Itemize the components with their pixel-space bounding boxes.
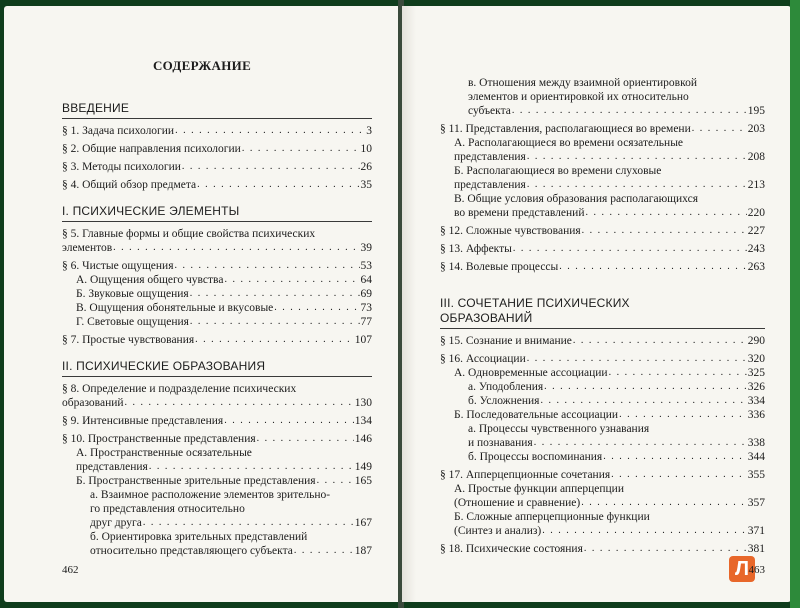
toc-entry[interactable]: § 7. Простые чувствования . . . 107 [62,333,372,347]
toc-right [440,76,765,556]
section-3-line1: III. СОЧЕТАНИЕ ПСИХИЧЕСКИХ [440,296,630,310]
toc-entry[interactable]: относительно представляющего субъекта . . . 187 [62,544,372,558]
toc-entry[interactable]: образований . . . 130 [62,396,372,410]
toc-entry-line: А. Располагающиеся во времени осязательные [454,137,684,149]
right-page [402,6,791,602]
toc-entry[interactable]: элементов . . . 39 [62,241,372,255]
toc-entry-line: б. Ориентировка зрительных представлений [90,531,308,543]
section-2: II. ПСИХИЧЕСКИЕ ОБРАЗОВАНИЯ [62,359,266,373]
toc-entry-line: в. Отношения между взаимной ориентировкой [468,77,698,89]
toc-entry[interactable]: § 10. Пространственные представления . . . 146 [62,432,372,446]
toc-entry-line: а. Процессы чувственного узнавания [468,423,650,435]
page-number: 463 [748,564,765,576]
toc-entry[interactable]: § 1. Задача психологии . . . 3 [62,124,372,138]
toc-entry[interactable]: А. Одновременные ассоциации . . . 325 [440,366,765,380]
publisher-logo-icon: Л [729,556,755,582]
toc-entry[interactable]: § 13. Аффекты . . . 243 [440,242,765,256]
toc-entry-line: Б. Располагающиеся во времени слуховые [454,165,662,177]
toc-entry[interactable]: § 9. Интенсивные представления . . . 134 [62,414,372,428]
toc-left [62,101,372,558]
toc-entry[interactable]: § 11. Представления, располагающиеся во времени . . . 203 [440,122,765,136]
toc-entry[interactable]: § 15. Сознание и внимание . . . 290 [440,334,765,348]
toc-entry[interactable]: (Отношение и сравнение) . . . 357 [440,496,765,510]
divider [62,376,372,377]
toc-entry[interactable]: (Синтез и анализ) . . . 371 [440,524,765,538]
toc-entry[interactable]: § 6. Чистые ощущения . . . 53 [62,259,372,273]
toc-entry[interactable]: и познавания . . . 338 [440,436,765,450]
toc-entry[interactable]: § 14. Волевые процессы . . . 263 [440,260,765,274]
toc-entry[interactable]: Б. Последовательные ассоциации . . . 336 [440,408,765,422]
toc-entry[interactable]: § 2. Общие направления психологии . . . 10 [62,142,372,156]
toc-entry[interactable]: § 4. Общий обзор предмета . . . 35 [62,178,372,192]
divider [62,118,372,119]
toc-entry-line: В. Общие условия образования располагающихся [454,193,698,205]
toc-entry-line: А. Простые функции апперцепции [454,483,624,495]
toc-entry[interactable]: во времени представлений . . . 220 [440,206,765,220]
section-3-line2: ОБРАЗОВАНИЙ [440,311,533,325]
background-edge [790,0,800,608]
toc-entry[interactable]: субъекта . . . 195 [440,104,765,118]
divider [440,328,765,329]
toc-title: СОДЕРЖАНИЕ [152,58,252,73]
toc-entry-line: § 8. Определение и подразделение психических [62,383,297,395]
toc-entry-line: Б. Сложные апперцепционные функции [454,511,650,523]
toc-entry[interactable]: представления . . . 149 [62,460,372,474]
toc-entry-line: § 5. Главные формы и общие свойства психических [62,228,316,240]
toc-entry[interactable]: представления . . . 208 [440,150,765,164]
section-intro: ВВЕДЕНИЕ [62,101,130,115]
toc-entry[interactable]: § 16. Ассоциации . . . 320 [440,352,765,366]
toc-entry[interactable]: представления . . . 213 [440,178,765,192]
toc-entry-line: элементов и ориентировкой их относительно [468,91,689,103]
toc-entry[interactable]: В. Ощущения обонятельные и вкусовые . . . 73 [62,301,372,315]
divider [62,221,372,222]
section-1: I. ПСИХИЧЕСКИЕ ЭЛЕМЕНТЫ [62,204,240,218]
toc-entry[interactable]: § 18. Психические состояния . . . 381 [440,542,765,556]
toc-entry[interactable]: б. Процессы воспоминания . . . 344 [440,450,765,464]
toc-entry-line: А. Пространственные осязательные [76,447,252,459]
toc-entry[interactable]: Б. Звуковые ощущения . . . 69 [62,287,372,301]
toc-entry-line: го представления относительно [90,503,245,515]
toc-entry[interactable]: а. Уподобления . . . 326 [440,380,765,394]
toc-entry[interactable]: друг друга . . . 167 [62,516,372,530]
page-number: 462 [62,564,79,576]
toc-entry[interactable]: § 12. Сложные чувствования . . . 227 [440,224,765,238]
left-page [4,6,400,602]
toc-entry[interactable]: Б. Пространственные зрительные представления . . . 165 [62,474,372,488]
toc-entry[interactable]: б. Усложнения . . . 334 [440,394,765,408]
toc-entry[interactable]: Г. Световые ощущения . . . 77 [62,315,372,329]
toc-entry[interactable]: § 3. Методы психологии . . . 26 [62,160,372,174]
toc-entry-line: а. Взаимное расположение элементов зрительно- [90,489,331,501]
toc-entry[interactable]: А. Ощущения общего чувства . . . 64 [62,273,372,287]
toc-entry[interactable]: § 17. Апперцепционные сочетания . . . 355 [440,468,765,482]
